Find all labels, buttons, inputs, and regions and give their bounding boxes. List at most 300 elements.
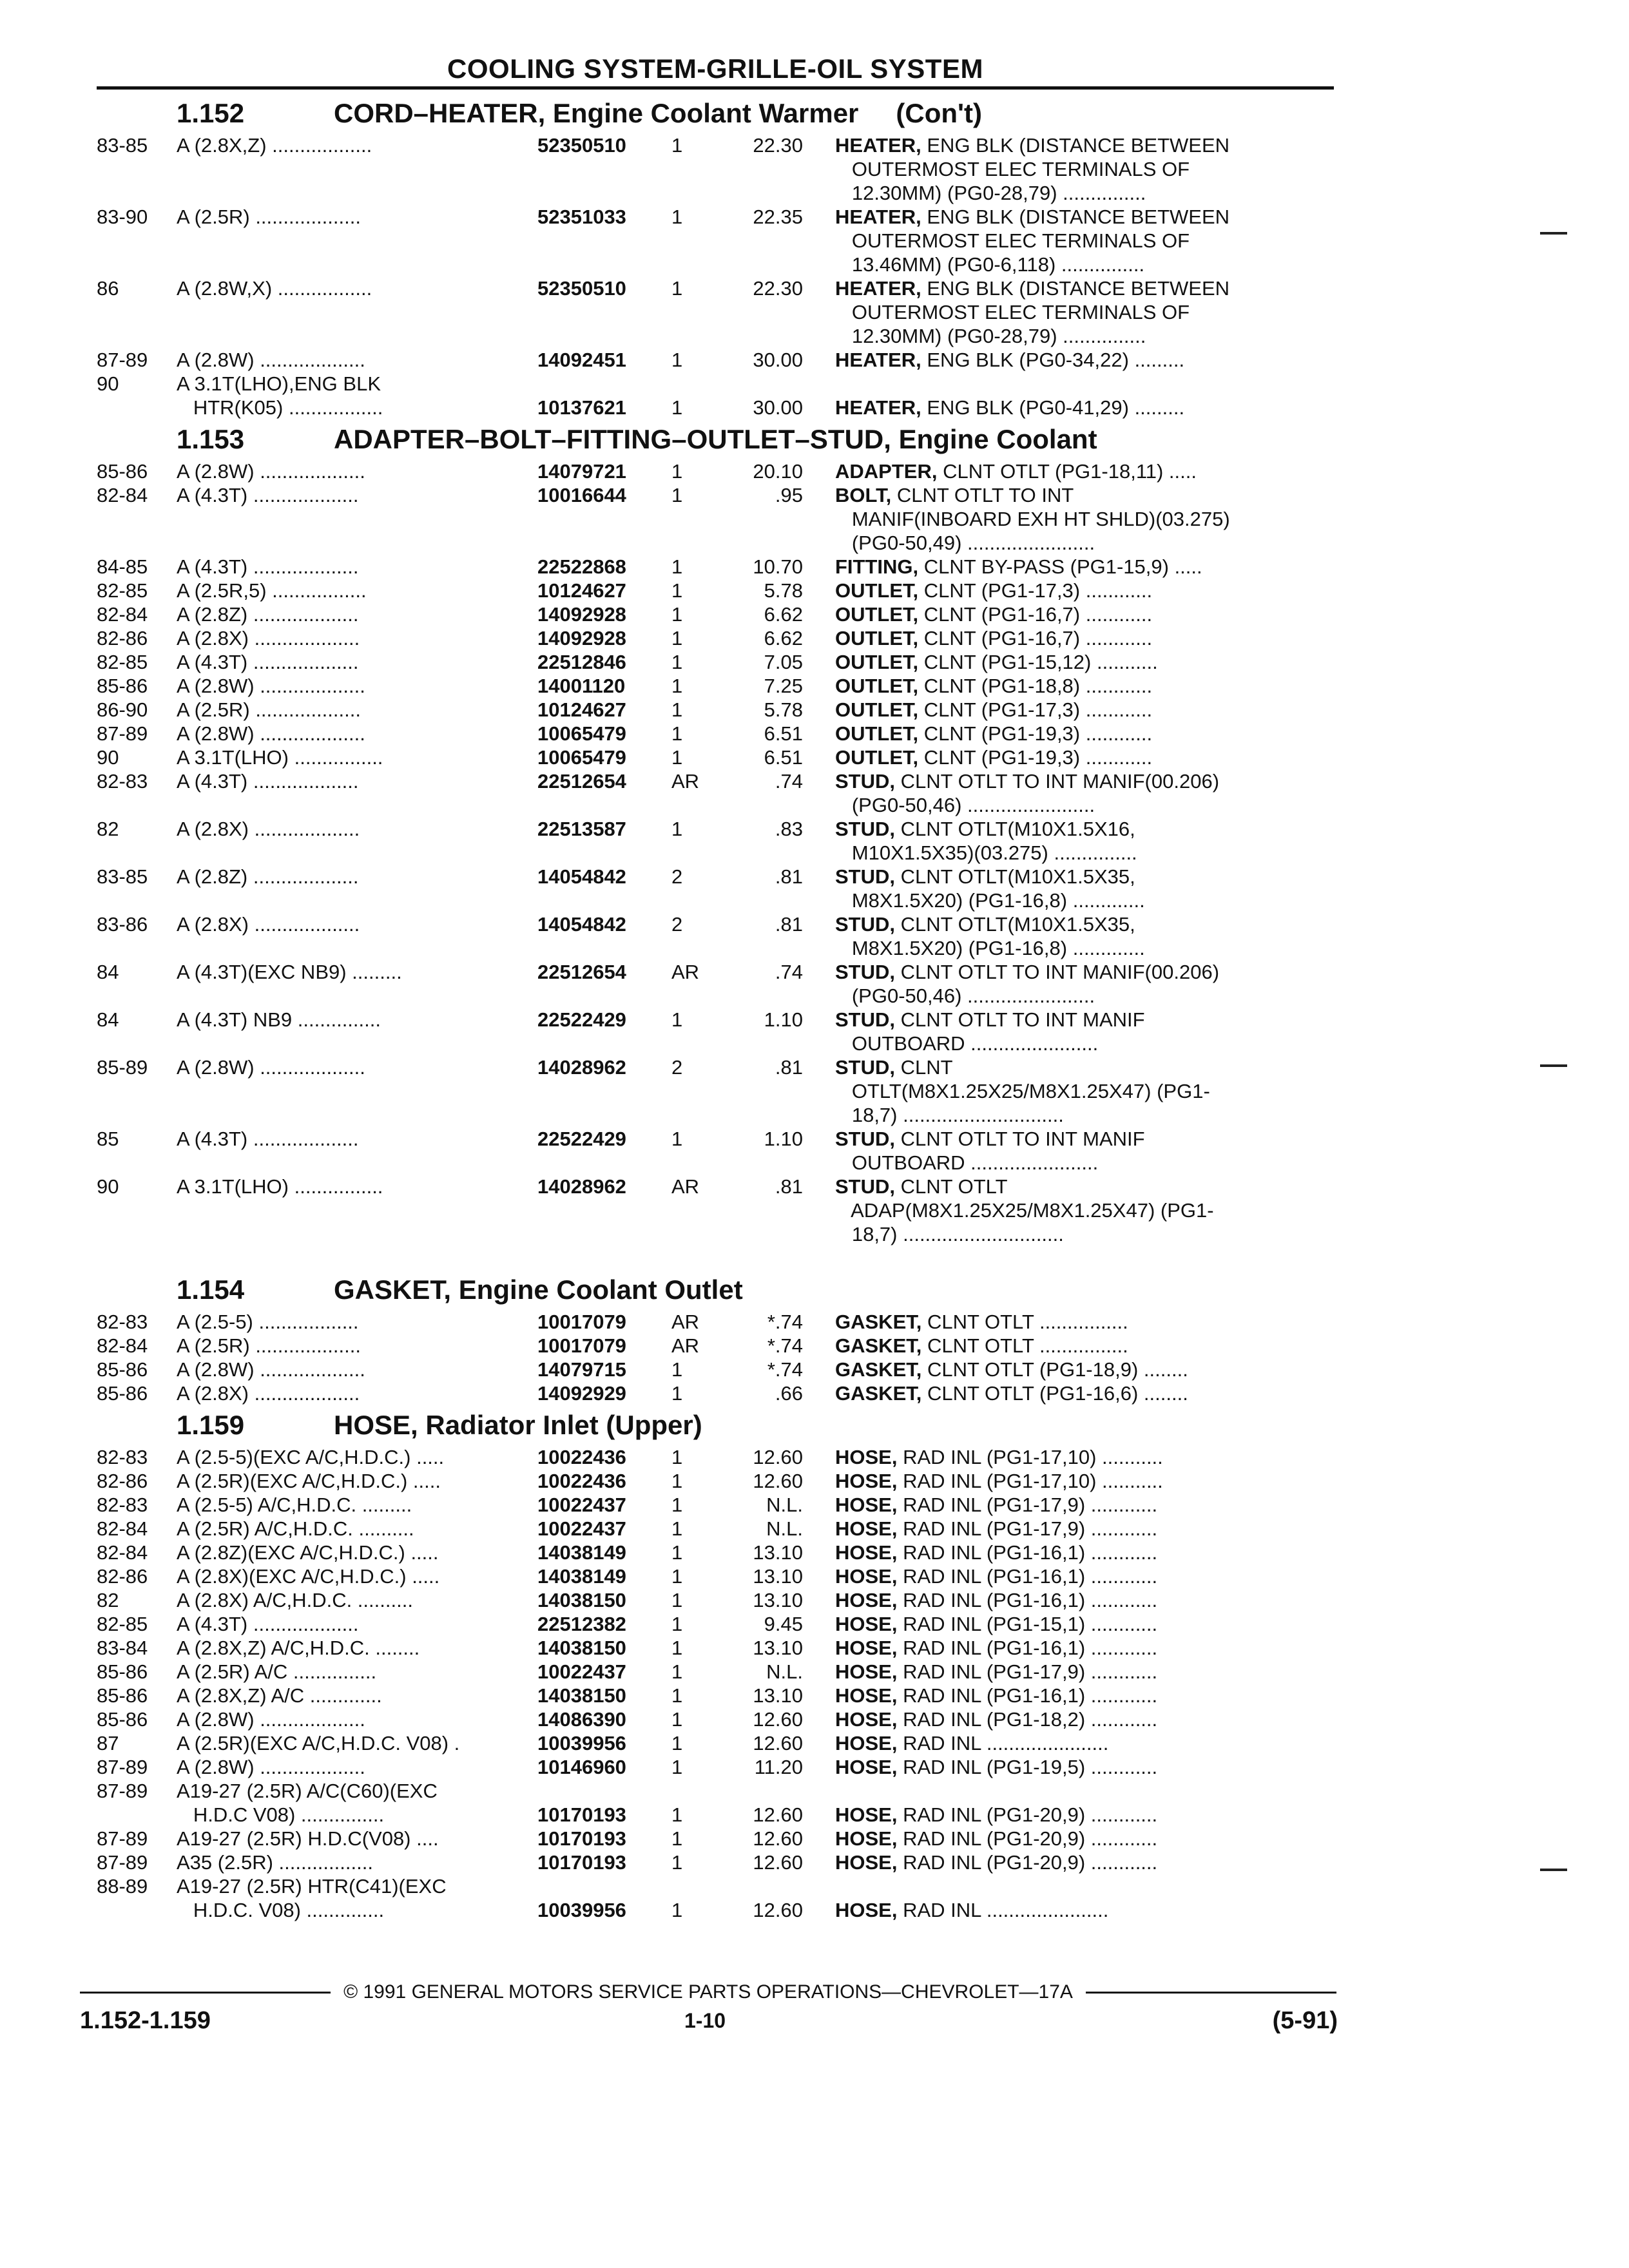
part-number: 10022436: [537, 1446, 626, 1468]
parts-row: [97, 396, 1334, 419]
model-years: 87-89: [97, 1827, 148, 1850]
price: 22.35: [753, 206, 803, 228]
parts-row: [97, 817, 1334, 865]
description-line: 18,7) .............................: [835, 1223, 1064, 1245]
parts-row: [97, 674, 1334, 698]
part-number: 10065479: [537, 722, 626, 745]
price: 13.10: [753, 1637, 803, 1659]
description-line: BOLT, CLNT OTLT TO INT: [835, 484, 1074, 506]
price: [718, 1874, 803, 1898]
quantity: 1: [671, 1851, 683, 1874]
parts-row: [97, 1898, 1334, 1922]
description: [835, 912, 1334, 960]
application: A (2.8W) ...................: [177, 1358, 365, 1381]
quantity: [671, 1874, 718, 1898]
parts-row: [97, 205, 1334, 276]
description-line: M8X1.5X20) (PG1-16,8) .............: [835, 889, 1145, 912]
description-line: (PG0-50,49) .......................: [835, 532, 1095, 554]
description: [835, 1588, 1334, 1612]
description-line: HEATER, ENG BLK (DISTANCE BETWEEN: [835, 206, 1230, 228]
part-number: 10022437: [537, 1517, 626, 1540]
model-years: 82-86: [97, 627, 148, 649]
model-years: 82-84: [97, 1334, 148, 1357]
description-line: HEATER, ENG BLK (PG0-41,29) .........: [835, 396, 1185, 419]
price: .95: [775, 484, 803, 506]
model-years: 82-85: [97, 1613, 148, 1635]
description: [835, 1517, 1334, 1541]
description-line: STUD, CLNT OTLT: [835, 1175, 1008, 1198]
item-keyword: ADAPTER,: [835, 460, 938, 483]
part-number: 14038149: [537, 1565, 626, 1588]
item-keyword: STUD,: [835, 865, 895, 888]
description-line: ADAP(M8X1.25X25/M8X1.25X47) (PG1-: [835, 1199, 1214, 1222]
quantity: 1: [671, 627, 683, 649]
column-gap: [803, 1334, 835, 1358]
description-line: ADAPTER, CLNT OTLT (PG1-18,11) .....: [835, 460, 1197, 483]
parts-row: [97, 1827, 1334, 1850]
quantity: 1: [671, 484, 683, 506]
price: *.74: [767, 1311, 803, 1333]
model-years: 83-84: [97, 1637, 148, 1659]
parts-row: [97, 1175, 1334, 1246]
quantity: 1: [671, 1708, 683, 1731]
description-line: HOSE, RAD INL (PG1-20,9) ............: [835, 1803, 1158, 1826]
price: 7.25: [764, 675, 803, 697]
application: A (4.3T) ...................: [177, 555, 359, 578]
section-title: [97, 1405, 1334, 1445]
quantity: 1: [671, 349, 683, 371]
parts-row: [97, 769, 1334, 817]
description: [835, 1469, 1334, 1493]
price: .81: [775, 913, 803, 936]
description-line: HEATER, ENG BLK (DISTANCE BETWEEN: [835, 134, 1230, 157]
description-line: HOSE, RAD INL (PG1-20,9) ............: [835, 1827, 1158, 1850]
model-years: 85-86: [97, 1358, 148, 1381]
column-gap: [803, 960, 835, 1008]
column-gap: [803, 745, 835, 769]
description: [835, 372, 1334, 396]
description: [835, 555, 1334, 579]
quantity: 1: [671, 1128, 683, 1150]
model-years: 85-86: [97, 1708, 148, 1731]
price: 11.20: [754, 1756, 803, 1778]
description-line: OUTERMOST ELEC TERMINALS OF: [835, 301, 1190, 323]
parts-row: [97, 1358, 1334, 1381]
parts-row: [97, 1779, 1334, 1803]
model-years: 82-84: [97, 603, 148, 626]
parts-row: [97, 1127, 1334, 1175]
quantity: 1: [671, 1446, 683, 1468]
parts-row: [97, 865, 1334, 912]
part-number: [537, 1779, 671, 1803]
column-gap: [803, 459, 835, 483]
description: [835, 348, 1334, 372]
description-line: (PG0-50,46) .......................: [835, 985, 1095, 1007]
application: A19-27 (2.5R) HTR(C41)(EXC: [177, 1875, 447, 1898]
description-line: STUD, CLNT: [835, 1056, 953, 1079]
application: A (2.8W) ...................: [177, 1708, 365, 1731]
model-years: 85-86: [97, 1660, 148, 1683]
description: [835, 1874, 1334, 1898]
description: [835, 674, 1334, 698]
part-number: 10137621: [537, 396, 626, 419]
quantity: 1: [671, 818, 683, 840]
application: A (2.8W,X) .................: [177, 277, 372, 300]
application: A (2.8W) ...................: [177, 675, 365, 697]
header-rule: [97, 86, 1334, 90]
model-years: 87: [97, 1732, 119, 1754]
parts-row: [97, 698, 1334, 722]
part-number: 14092451: [537, 349, 626, 371]
price: 1.10: [764, 1008, 803, 1031]
parts-row: [97, 912, 1334, 960]
model-years: 85-86: [97, 675, 148, 697]
item-keyword: STUD,: [835, 1128, 895, 1150]
quantity: 1: [671, 1382, 683, 1405]
item-keyword: HOSE,: [835, 1827, 898, 1850]
description-line: STUD, CLNT OTLT(M10X1.5X35,: [835, 865, 1135, 888]
item-keyword: GASKET,: [835, 1311, 922, 1333]
column-gap: [803, 817, 835, 865]
model-years: 87-89: [97, 1756, 148, 1778]
quantity: 1: [671, 1613, 683, 1635]
part-number: 14092928: [537, 603, 626, 626]
part-number: 52351033: [537, 206, 626, 228]
application: A (2.8X)(EXC A/C,H.D.C.) .....: [177, 1565, 440, 1588]
application: A (2.8X,Z) A/C,H.D.C. ........: [177, 1637, 420, 1659]
column-gap: [803, 912, 835, 960]
item-keyword: GASKET,: [835, 1334, 922, 1357]
price: 12.60: [753, 1851, 803, 1874]
description: [835, 769, 1334, 817]
application: A35 (2.5R) .................: [177, 1851, 373, 1874]
column-gap: [803, 1660, 835, 1684]
quantity: AR: [671, 1311, 700, 1333]
description: [835, 1803, 1334, 1827]
model-years: [97, 1898, 177, 1922]
quantity: 1: [671, 1008, 683, 1031]
model-years: 85: [97, 1128, 119, 1150]
section-title: [97, 1270, 1334, 1310]
model-years: 88-89: [97, 1875, 148, 1898]
model-years: 85-86: [97, 460, 148, 483]
model-years: 84: [97, 1008, 119, 1031]
column-gap: [803, 1127, 835, 1175]
parts-row: [97, 1541, 1334, 1564]
part-number: 10146960: [537, 1756, 626, 1778]
item-keyword: HOSE,: [835, 1517, 898, 1540]
description: [835, 1127, 1334, 1175]
quantity: 1: [671, 206, 683, 228]
description-line: OUTERMOST ELEC TERMINALS OF: [835, 158, 1190, 180]
part-number: 14038150: [537, 1589, 626, 1611]
model-years: 86-90: [97, 698, 148, 721]
quantity: AR: [671, 961, 700, 983]
part-number: 22512846: [537, 651, 626, 673]
item-keyword: STUD,: [835, 770, 895, 793]
part-number: 14054842: [537, 913, 626, 936]
description: [835, 276, 1334, 348]
description-line: STUD, CLNT OTLT(M10X1.5X16,: [835, 818, 1135, 840]
parts-row: [97, 1850, 1334, 1874]
column-gap: [803, 205, 835, 276]
parts-row: [97, 960, 1334, 1008]
parts-row: [97, 1874, 1334, 1898]
quantity: 1: [671, 651, 683, 673]
application: A (2.5R)(EXC A/C,H.D.C.) .....: [177, 1470, 441, 1492]
description-line: OUTBOARD .......................: [835, 1032, 1099, 1055]
parts-row: [97, 1055, 1334, 1127]
description-line: HOSE, RAD INL (PG1-19,5) ............: [835, 1756, 1158, 1778]
quantity: 1: [671, 579, 683, 602]
section-name: ADAPTER–BOLT–FITTING–OUTLET–STUD, Engine Coolant: [334, 424, 1097, 454]
column-gap: [803, 1779, 835, 1803]
quantity: [671, 1779, 718, 1803]
description-line: HOSE, RAD INL (PG1-17,9) ............: [835, 1660, 1158, 1683]
description-line: GASKET, CLNT OTLT ................: [835, 1334, 1128, 1357]
section-name: CORD–HEATER, Engine Coolant Warmer: [334, 98, 859, 128]
description-line: HOSE, RAD INL (PG1-17,9) ............: [835, 1517, 1158, 1540]
model-years: 84: [97, 961, 119, 983]
model-years: 82-84: [97, 484, 148, 506]
application: A (2.8X,Z) A/C .............: [177, 1684, 382, 1707]
price: .74: [775, 770, 803, 793]
description: [835, 1660, 1334, 1684]
item-keyword: HOSE,: [835, 1851, 898, 1874]
parts-row: [97, 1469, 1334, 1493]
footer-section-range: 1.152-1.159: [80, 2007, 211, 2034]
column-gap: [803, 1874, 835, 1898]
quantity: 1: [671, 1899, 683, 1921]
column-gap: [803, 555, 835, 579]
quantity: 1: [671, 1827, 683, 1850]
part-number: 10022436: [537, 1470, 626, 1492]
description: [835, 626, 1334, 650]
item-keyword: HOSE,: [835, 1684, 898, 1707]
application: A (4.3T) NB9 ...............: [177, 1008, 381, 1031]
model-years: 84-85: [97, 555, 148, 578]
description-line: HOSE, RAD INL (PG1-18,2) ............: [835, 1708, 1158, 1731]
description: [835, 1008, 1334, 1055]
application: A 3.1T(LHO),ENG BLK: [177, 372, 381, 395]
section-title: [97, 419, 1334, 459]
description: [835, 1564, 1334, 1588]
quantity: 1: [671, 603, 683, 626]
column-gap: [803, 1803, 835, 1827]
price: 12.60: [753, 1827, 803, 1850]
description-line: GASKET, CLNT OTLT (PG1-18,9) ........: [835, 1358, 1188, 1381]
quantity: 1: [671, 460, 683, 483]
part-number: 14079715: [537, 1358, 626, 1381]
model-years: 82-84: [97, 1541, 148, 1564]
item-keyword: HOSE,: [835, 1613, 898, 1635]
description-line: STUD, CLNT OTLT(M10X1.5X35,: [835, 913, 1135, 936]
application: HTR(K05) .................: [177, 396, 383, 419]
price: .66: [775, 1382, 803, 1405]
parts-row: [97, 1564, 1334, 1588]
price: 12.60: [753, 1446, 803, 1468]
description: [835, 1850, 1334, 1874]
application: A (2.5R) ...................: [177, 206, 361, 228]
part-number: 14079721: [537, 460, 626, 483]
price: .74: [775, 961, 803, 983]
application: A (2.8Z) ...................: [177, 603, 359, 626]
application: A19-27 (2.5R) H.D.C(V08) ....: [177, 1827, 439, 1850]
column-gap: [803, 1055, 835, 1127]
parts-row: [97, 1517, 1334, 1541]
margin-mark: [1540, 1869, 1567, 1871]
application: A (4.3T) ...................: [177, 651, 359, 673]
part-number: 22512654: [537, 961, 626, 983]
quantity: 1: [671, 134, 683, 157]
application: A (2.5-5) A/C,H.D.C. .........: [177, 1494, 412, 1516]
description: [835, 817, 1334, 865]
model-years: 82-86: [97, 1470, 148, 1492]
part-number: 14038149: [537, 1541, 626, 1564]
application: A (4.3T) ...................: [177, 1128, 359, 1150]
margin-mark: [1540, 232, 1567, 235]
model-years: 85-86: [97, 1684, 148, 1707]
price: *.74: [767, 1358, 803, 1381]
price: *.74: [767, 1334, 803, 1357]
description: [835, 650, 1334, 674]
section-name: GASKET, Engine Coolant Outlet: [334, 1274, 743, 1305]
section-title: [97, 93, 1334, 133]
part-number: 22513587: [537, 818, 626, 840]
description: [835, 133, 1334, 205]
column-gap: [803, 1381, 835, 1405]
price: 13.10: [753, 1565, 803, 1588]
description-line: HEATER, ENG BLK (DISTANCE BETWEEN: [835, 277, 1230, 300]
description: [835, 396, 1334, 419]
part-number: 14028962: [537, 1175, 626, 1198]
price: N.L.: [766, 1660, 803, 1683]
column-gap: [803, 602, 835, 626]
description: [835, 459, 1334, 483]
price: 22.30: [753, 277, 803, 300]
description: [835, 865, 1334, 912]
quantity: 1: [671, 1589, 683, 1611]
parts-row: [97, 1684, 1334, 1707]
parts-row: [97, 555, 1334, 579]
description: [835, 1310, 1334, 1334]
column-gap: [803, 1612, 835, 1636]
quantity: 1: [671, 746, 683, 769]
description: [835, 579, 1334, 602]
application: A (2.5R) ...................: [177, 698, 361, 721]
parts-row: [97, 483, 1334, 555]
item-keyword: OUTLET,: [835, 675, 919, 697]
application: A (2.8X,Z) ..................: [177, 134, 372, 157]
description-line: M10X1.5X35)(03.275) ...............: [835, 841, 1137, 864]
description: [835, 1541, 1334, 1564]
parts-row: [97, 745, 1334, 769]
model-years: 83-90: [97, 206, 148, 228]
parts-row: [97, 1803, 1334, 1827]
quantity: 2: [671, 865, 683, 888]
parts-row: [97, 626, 1334, 650]
model-years: 83-86: [97, 913, 148, 936]
model-years: 82-83: [97, 1446, 148, 1468]
application: A (2.8X) ...................: [177, 913, 360, 936]
description-line: 13.46MM) (PG0-6,118) ...............: [835, 253, 1145, 276]
section-continued: (Con't): [896, 98, 982, 128]
description: [835, 1612, 1334, 1636]
column-gap: [803, 650, 835, 674]
quantity: 1: [671, 1660, 683, 1683]
description: [835, 1755, 1334, 1779]
description-line: HOSE, RAD INL (PG1-17,9) ............: [835, 1494, 1158, 1516]
part-number: 52350510: [537, 134, 626, 157]
parts-row: [97, 1334, 1334, 1358]
item-keyword: HOSE,: [835, 1541, 898, 1564]
parts-row: [97, 722, 1334, 745]
footer-bottom: [80, 2005, 1338, 2036]
quantity: 1: [671, 1358, 683, 1381]
part-number: [537, 372, 671, 396]
application: A19-27 (2.5R) A/C(C60)(EXC: [177, 1780, 438, 1802]
application: A (2.5-5) ..................: [177, 1311, 359, 1333]
description-line: HOSE, RAD INL ......................: [835, 1732, 1109, 1754]
price: .81: [775, 1175, 803, 1198]
model-years: 82-83: [97, 770, 148, 793]
description-line: HOSE, RAD INL (PG1-16,1) ............: [835, 1637, 1158, 1659]
item-keyword: STUD,: [835, 961, 895, 983]
description-line: M8X1.5X20) (PG1-16,8) .............: [835, 937, 1145, 959]
application: A (2.8Z)(EXC A/C,H.D.C.) .....: [177, 1541, 439, 1564]
part-number: 10124627: [537, 579, 626, 602]
description: [835, 1707, 1334, 1731]
item-keyword: OUTLET,: [835, 698, 919, 721]
column-gap: [803, 1541, 835, 1564]
quantity: 2: [671, 913, 683, 936]
section-number: 1.152: [177, 98, 245, 128]
column-gap: [803, 1008, 835, 1055]
price: .81: [775, 1056, 803, 1079]
quantity: 1: [671, 1565, 683, 1588]
part-number: 10170193: [537, 1827, 626, 1850]
quantity: 1: [671, 1756, 683, 1778]
description-line: STUD, CLNT OTLT TO INT MANIF(00.206): [835, 770, 1220, 793]
column-gap: [803, 1898, 835, 1922]
description-line: HEATER, ENG BLK (PG0-34,22) .........: [835, 349, 1185, 371]
part-number: 22512654: [537, 770, 626, 793]
column-gap: [803, 769, 835, 817]
description-line: OUTERMOST ELEC TERMINALS OF: [835, 229, 1190, 252]
quantity: 1: [671, 722, 683, 745]
price: 12.60: [753, 1803, 803, 1826]
description-line: HOSE, RAD INL ......................: [835, 1899, 1109, 1921]
price: [718, 1779, 803, 1803]
column-gap: [803, 1469, 835, 1493]
column-gap: [803, 579, 835, 602]
application: A (4.3T) ...................: [177, 484, 359, 506]
price: 6.62: [764, 603, 803, 626]
description: [835, 1381, 1334, 1405]
item-keyword: OUTLET,: [835, 579, 919, 602]
application: H.D.C V08) ...............: [177, 1803, 385, 1826]
price: 5.78: [764, 579, 803, 602]
column-gap: [803, 698, 835, 722]
footer-page-number: 1-10: [684, 2009, 726, 2032]
parts-row: [97, 579, 1334, 602]
price: 30.00: [753, 349, 803, 371]
item-keyword: HEATER,: [835, 396, 921, 419]
model-years: 82-84: [97, 1517, 148, 1540]
model-years: 82: [97, 1589, 119, 1611]
column-gap: [803, 1517, 835, 1541]
description: [835, 1055, 1334, 1127]
